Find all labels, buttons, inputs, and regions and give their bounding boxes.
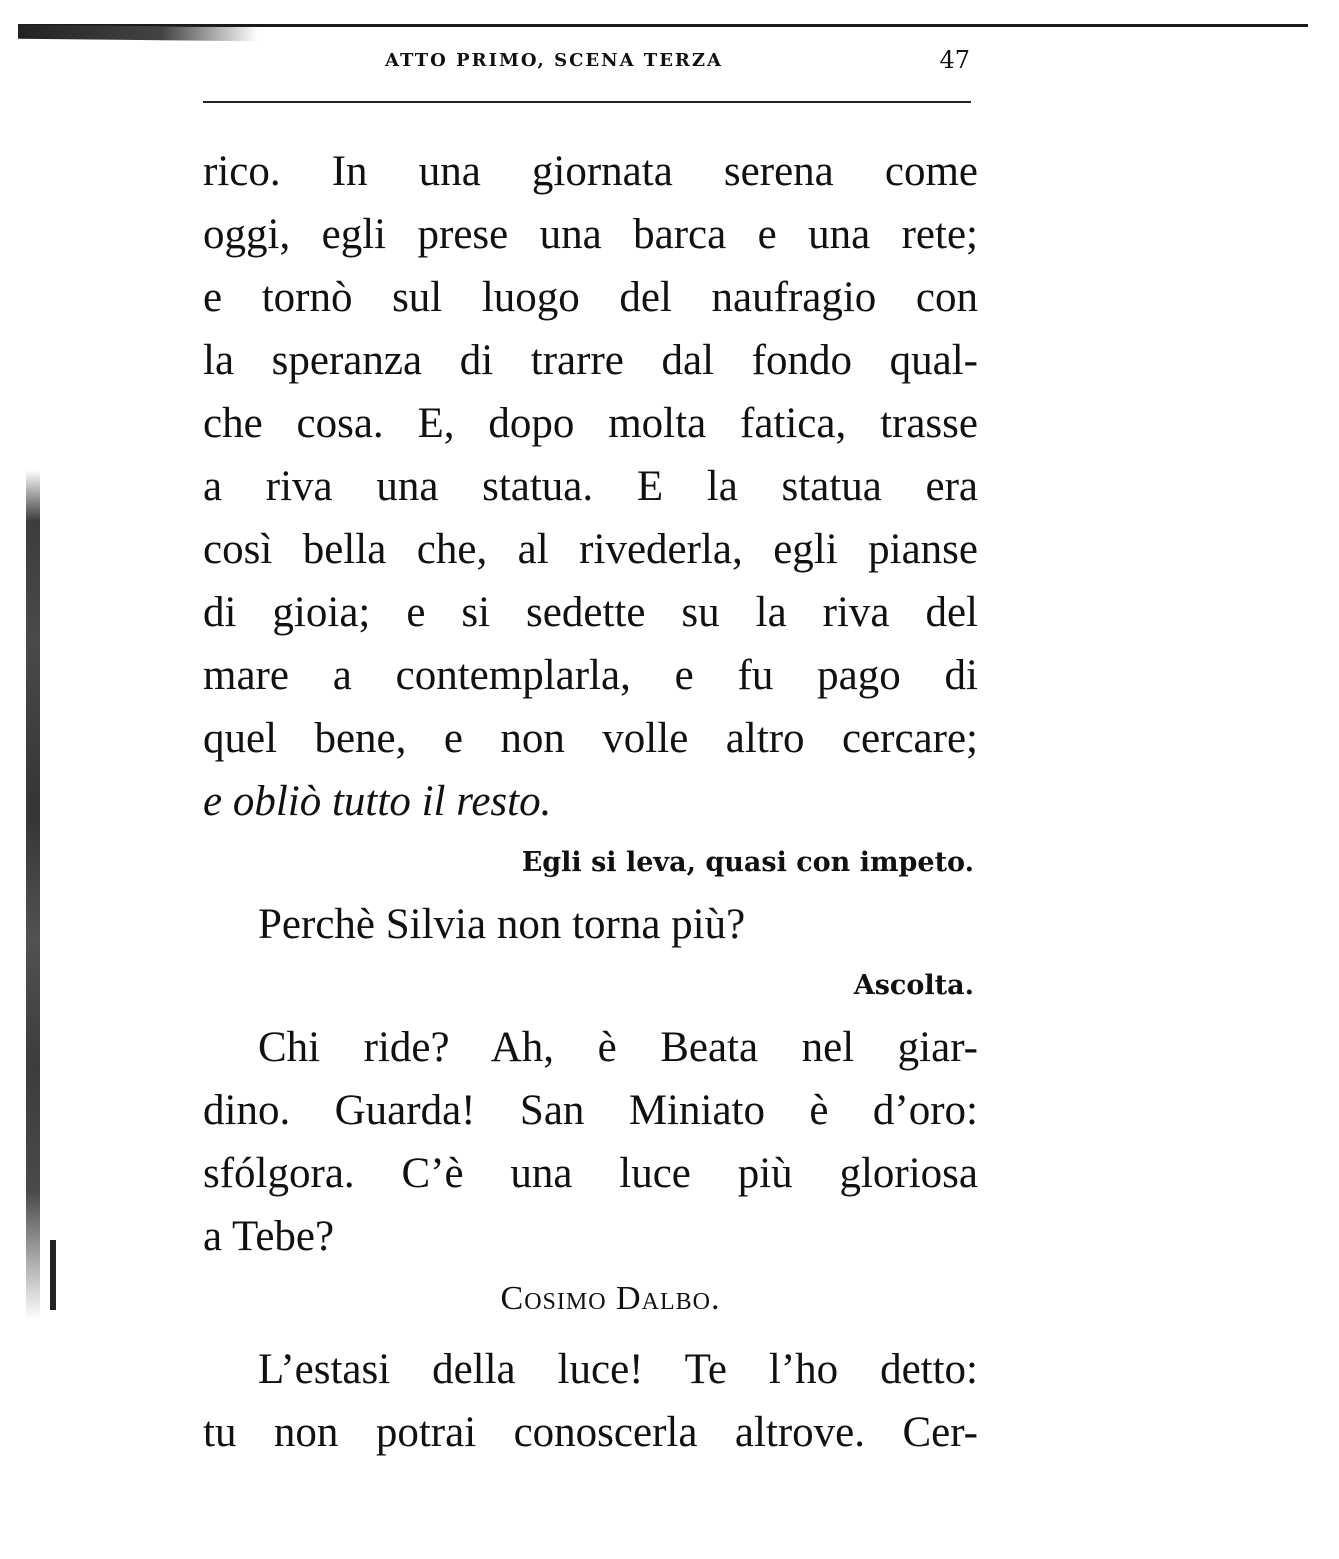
- scan-speck: [50, 1240, 56, 1310]
- text-line: Perchè Silvia non torna più?: [258, 901, 746, 948]
- text-line: a Tebe?: [203, 1213, 335, 1260]
- text-line: sfólgora. C’è una luce più gloriosa: [203, 1150, 978, 1197]
- stage-direction: Ascolta.: [853, 970, 974, 1001]
- stage-direction: Egli si leva, quasi con impeto.: [521, 847, 974, 878]
- page-number: 47: [939, 46, 970, 74]
- running-head-title: ATTO PRIMO, SCENA TERZA: [385, 50, 723, 71]
- text-line: Chi ride? Ah, è Beata nel giar-: [258, 1024, 978, 1071]
- book-page: [203, 40, 978, 1456]
- running-head: [203, 40, 978, 82]
- text-line: a riva una statua. E la statua era: [203, 463, 978, 510]
- scan-left-edge: [26, 470, 40, 1320]
- text-line: mare a contemplarla, e fu pago di: [203, 652, 978, 699]
- text-line: rico. In una giornata serena come: [203, 148, 978, 195]
- scan-smudge: [18, 25, 258, 42]
- text-line: e tornò sul luogo del naufragio con: [203, 274, 978, 321]
- text-line: che cosa. E, dopo molta fatica, trasse: [203, 400, 978, 447]
- speaker-name: Cosimo Dalbo.: [500, 1280, 721, 1317]
- text-line: L’estasi della luce! Te l’ho detto:: [258, 1346, 978, 1393]
- text-line: di gioia; e si sedette su la riva del: [203, 589, 978, 636]
- text-line-italic: e obliò tutto il resto.: [203, 778, 552, 825]
- text-line: così bella che, al rivederla, egli pianse: [203, 526, 978, 573]
- text-line: oggi, egli prese una barca e una rete;: [203, 211, 978, 258]
- page-text: [203, 140, 978, 1464]
- header-rule: [203, 101, 971, 103]
- text-line: quel bene, e non volle altro cercare;: [203, 715, 978, 762]
- text-line: la speranza di trarre dal fondo qual-: [203, 337, 978, 384]
- text-line: tu non potrai conoscerla altrove. Cer-: [203, 1409, 978, 1456]
- text-line: dino. Guarda! San Miniato è d’oro:: [203, 1087, 978, 1134]
